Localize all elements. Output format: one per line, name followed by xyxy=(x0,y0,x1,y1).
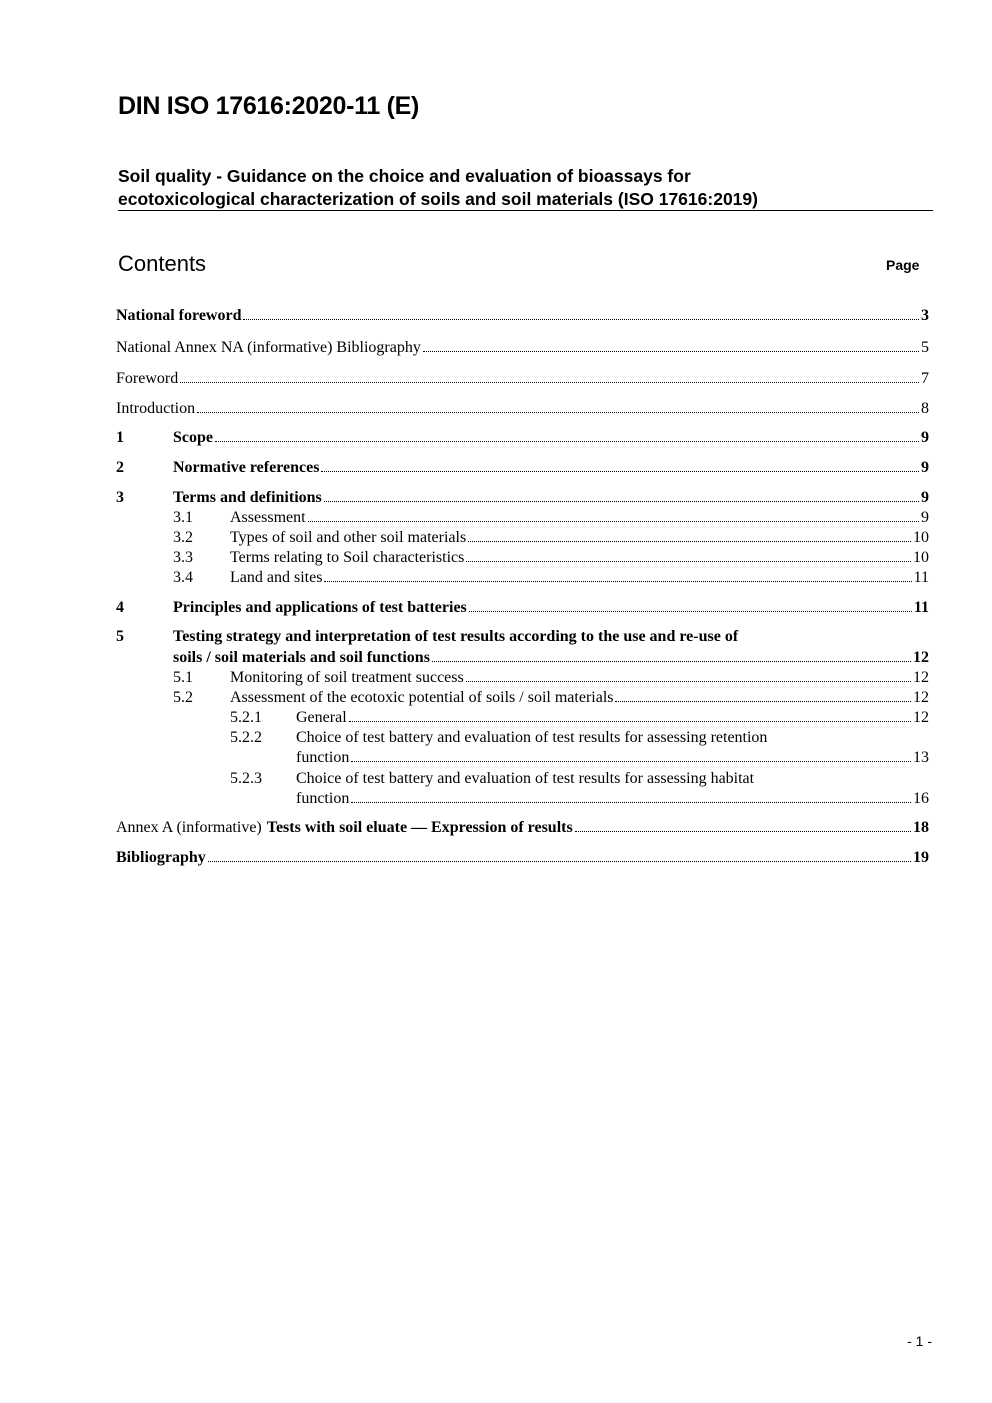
toc-entry-terms-and-definitions[interactable] xyxy=(116,488,929,508)
leader-dots xyxy=(468,541,911,542)
toc-entry-number: 5.1 xyxy=(173,669,193,686)
document-title-line-1: Soil quality - Guidance on the choice and evaluation of bioassays for xyxy=(118,166,691,186)
toc-entry-title: National foreword xyxy=(116,307,242,324)
toc-entry-soil-characteristics[interactable] xyxy=(173,548,929,568)
toc-entry-title: function xyxy=(296,790,350,807)
toc-entry-page: 9 xyxy=(921,429,929,446)
toc-entry-title: National Annex NA (informative) Bibliography xyxy=(116,339,421,356)
toc-entry-title: Introduction xyxy=(116,400,196,417)
leader-dots xyxy=(423,351,919,352)
toc-entry-page: 3 xyxy=(921,307,929,324)
toc-entry-page: 19 xyxy=(913,849,929,866)
toc-entry-page: 12 xyxy=(913,669,929,686)
toc-entry-habitat-line1 xyxy=(230,769,754,789)
toc-entry-foreword[interactable] xyxy=(116,369,929,389)
toc-entry-number: 3.4 xyxy=(173,569,193,586)
toc-entry-page: 5 xyxy=(921,339,929,356)
toc-entry-title: Assessment of the ecotoxic potential of soils / soil materials xyxy=(230,689,614,706)
toc-entry-page: 8 xyxy=(921,400,929,417)
contents-heading: Contents xyxy=(118,251,207,276)
page-number: - 1 - xyxy=(907,1333,932,1349)
toc-entry-number: 3.2 xyxy=(173,529,193,546)
toc-entry-ecotoxic-potential[interactable] xyxy=(173,688,929,708)
toc-entry-title: Foreword xyxy=(116,370,179,387)
toc-entry-title: Land and sites xyxy=(230,569,323,586)
toc-entry-normative-references[interactable] xyxy=(116,458,929,478)
toc-entry-testing-strategy[interactable] xyxy=(173,648,929,668)
toc-entry-bibliography[interactable] xyxy=(116,848,929,868)
toc-entry-page: 16 xyxy=(913,790,929,807)
toc-entry-page: 9 xyxy=(921,489,929,506)
toc-entry-page: 7 xyxy=(921,370,929,387)
toc-entry-types-of-soil[interactable] xyxy=(173,528,929,548)
toc-entry-page: 11 xyxy=(913,569,929,586)
toc-entry-title: General xyxy=(296,709,347,726)
toc-entry-number: 1 xyxy=(116,429,124,446)
toc-entry-title: Scope xyxy=(173,429,213,446)
toc-entry-title: Terms and definitions xyxy=(173,489,322,506)
toc-entry-page: 12 xyxy=(913,709,929,726)
toc-entry-testing-strategy-line1 xyxy=(116,627,738,647)
leader-dots xyxy=(575,831,911,832)
toc-entry-title: Terms relating to Soil characteristics xyxy=(230,549,465,566)
document-title-line-2: ecotoxicological characterization of soils and soil materials (ISO 17616:2019) xyxy=(118,189,758,209)
toc-entry-title: Normative references xyxy=(173,459,320,476)
leader-dots xyxy=(308,521,919,522)
toc-entry-title: function xyxy=(296,749,350,766)
toc-entry-title: Tests with soil eluate — Expression of results xyxy=(266,819,573,836)
toc-entry-number: 5.2 xyxy=(173,689,193,706)
toc-entry-title: Assessment xyxy=(230,509,306,526)
toc-entry-page: 12 xyxy=(913,649,929,666)
toc-entry-title-line1: Testing strategy and interpretation of test results according to the use and re-use of xyxy=(173,628,739,645)
leader-dots xyxy=(324,581,911,582)
toc-entry-title: Principles and applications of test batteries xyxy=(173,599,467,616)
toc-entry-retention-line1 xyxy=(230,728,767,748)
document-id: DIN ISO 17616:2020-11 (E) xyxy=(118,92,419,120)
leader-dots xyxy=(615,701,911,702)
toc-entry-number: 5.2.3 xyxy=(230,770,262,787)
toc-entry-number: 5.2.1 xyxy=(230,709,262,726)
toc-entry-title: Types of soil and other soil materials xyxy=(230,529,467,546)
toc-entry-title: soils / soil materials and soil functions xyxy=(173,649,430,666)
leader-dots xyxy=(321,471,919,472)
leader-dots xyxy=(466,561,911,562)
toc-entry-retention-function[interactable] xyxy=(296,748,929,768)
toc-entry-number: 4 xyxy=(116,599,124,616)
toc-entry-number: 3.1 xyxy=(173,509,193,526)
toc-entry-national-foreword[interactable] xyxy=(116,306,929,326)
page-column-heading: Page xyxy=(886,257,920,273)
leader-dots xyxy=(351,802,911,803)
toc-entry-page: 9 xyxy=(921,459,929,476)
toc-entry-title: Monitoring of soil treatment success xyxy=(230,669,464,686)
toc-entry-title-line1: Choice of test battery and evaluation of test results for assessing retention xyxy=(296,729,768,746)
toc-entry-page: 18 xyxy=(913,819,929,836)
toc-entry-annex-a[interactable] xyxy=(116,818,929,838)
leader-dots xyxy=(215,441,919,442)
toc-entry-general[interactable] xyxy=(230,708,929,728)
toc-entry-page: 11 xyxy=(913,599,929,616)
toc-entry-number: 3 xyxy=(116,489,124,506)
leader-dots xyxy=(324,501,919,502)
toc-entry-principles[interactable] xyxy=(116,598,929,618)
toc-entry-monitoring[interactable] xyxy=(173,668,929,688)
toc-entry-title: Bibliography xyxy=(116,849,206,866)
leader-dots xyxy=(466,681,911,682)
toc-entry-page: 10 xyxy=(913,549,929,566)
leader-dots xyxy=(208,861,911,862)
toc-entry-number: 5 xyxy=(116,628,124,645)
toc-entry-page: 9 xyxy=(921,509,929,526)
toc-entry-number: 5.2.2 xyxy=(230,729,262,746)
toc-entry-page: 10 xyxy=(913,529,929,546)
leader-dots xyxy=(351,761,911,762)
toc-entry-land-and-sites[interactable] xyxy=(173,568,929,588)
toc-entry-introduction[interactable] xyxy=(116,399,929,419)
leader-dots xyxy=(432,661,911,662)
toc-entry-title-line1: Choice of test battery and evaluation of test results for assessing habitat xyxy=(296,770,755,787)
toc-entry-page: 12 xyxy=(913,689,929,706)
toc-entry-page: 13 xyxy=(913,749,929,766)
toc-entry-national-annex[interactable] xyxy=(116,338,929,358)
toc-entry-habitat-function[interactable] xyxy=(296,789,929,809)
toc-entry-number: 2 xyxy=(116,459,124,476)
document-title xyxy=(118,165,933,211)
leader-dots xyxy=(197,412,919,413)
toc-entry-number: 3.3 xyxy=(173,549,193,566)
toc-entry-title-prefix: Annex A (informative) xyxy=(116,819,262,836)
leader-dots xyxy=(469,611,912,612)
leader-dots xyxy=(349,721,911,722)
leader-dots xyxy=(243,319,919,320)
toc-entry-assessment[interactable] xyxy=(173,508,929,528)
toc-entry-scope[interactable] xyxy=(116,428,929,448)
leader-dots xyxy=(180,382,919,383)
